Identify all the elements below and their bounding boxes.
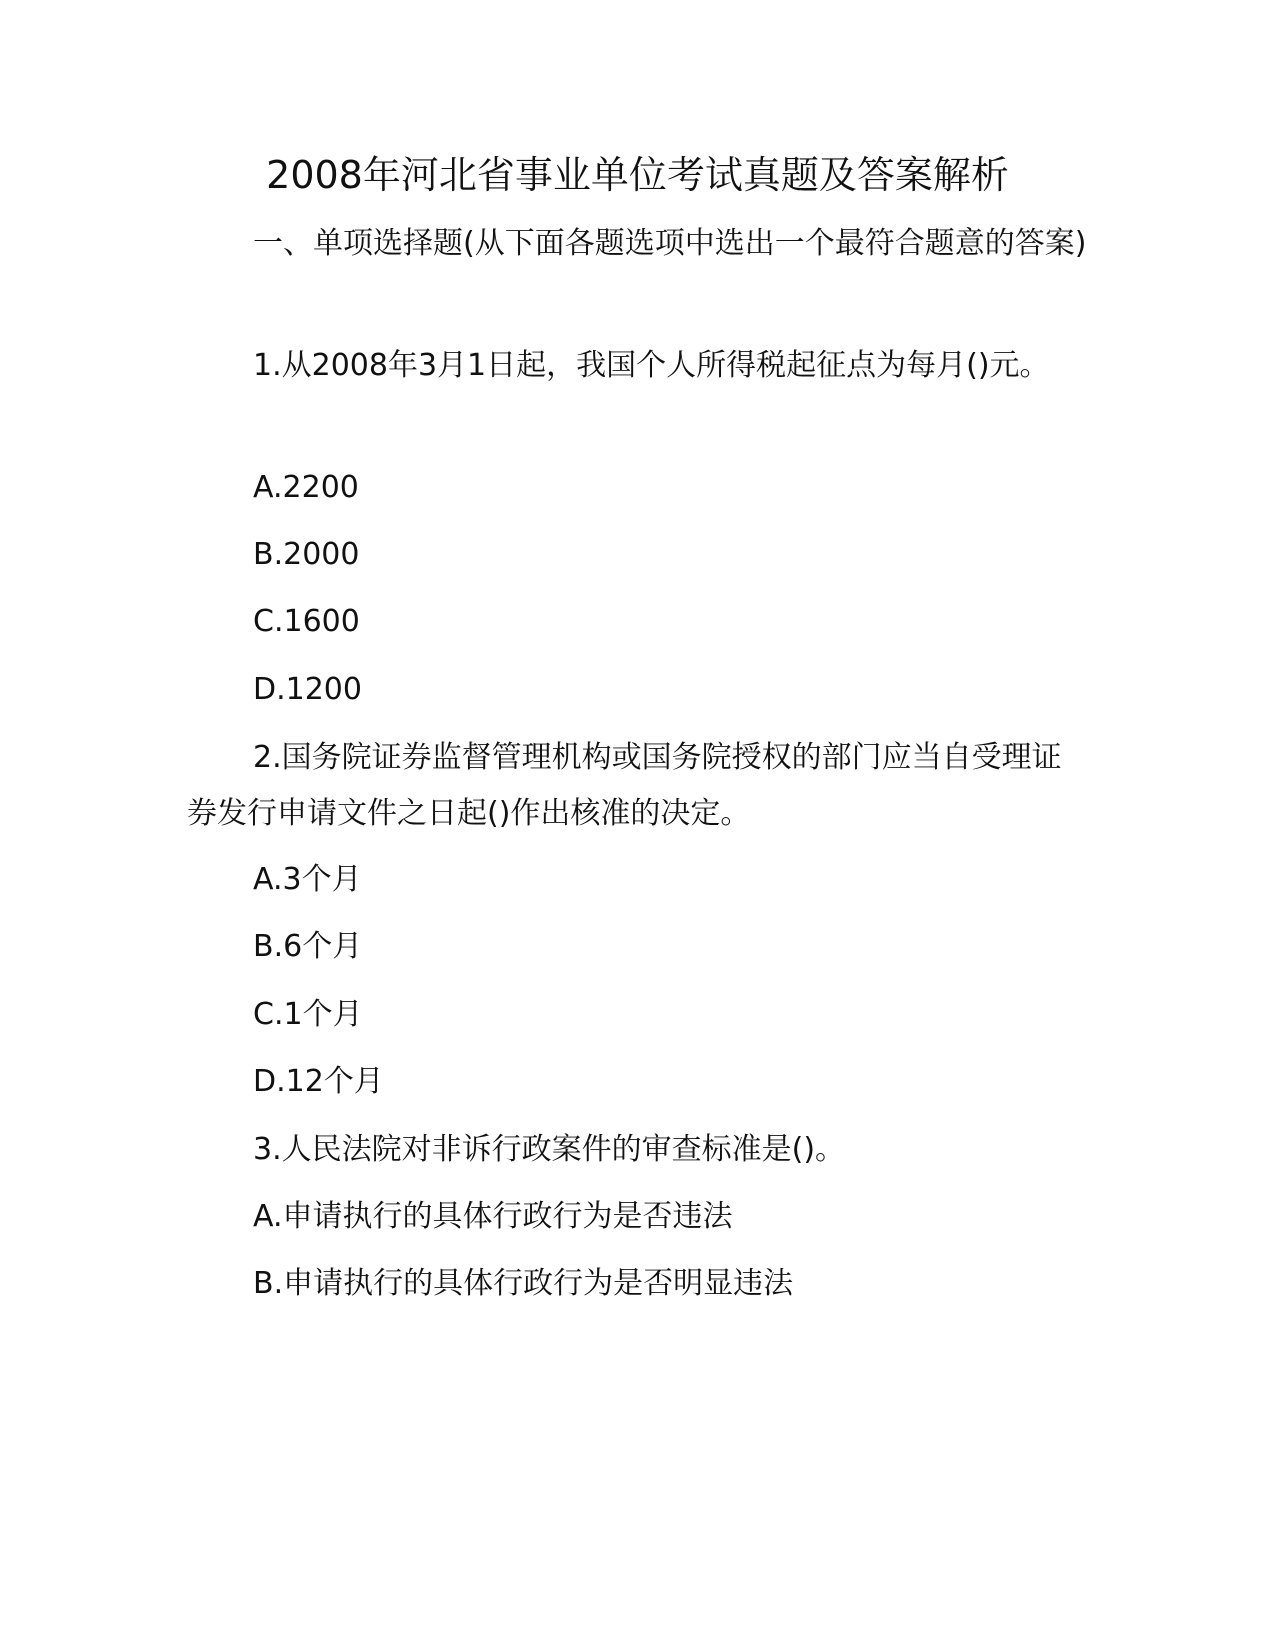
question-2-option-d: D.12个月 xyxy=(253,1064,384,1099)
question-3-option-b: B.申请执行的具体行政行为是否明显违法 xyxy=(253,1266,794,1301)
question-2-option-c: C.1个月 xyxy=(253,997,363,1032)
question-2-option-b: B.6个月 xyxy=(253,929,363,964)
document-title: 2008年河北省事业单位考试真题及答案解析 xyxy=(266,153,1009,197)
question-1-option-b: B.2000 xyxy=(253,537,360,572)
question-1-option-a: A.2200 xyxy=(253,470,359,505)
question-1-stem: 1.从2008年3月1日起，我国个人所得税起征点为每月()元。 xyxy=(253,348,1050,383)
question-1-option-d: D.1200 xyxy=(253,672,362,707)
question-2-option-a: A.3个月 xyxy=(253,862,362,897)
question-3-stem: 3.人民法院对非诉行政案件的审查标准是()。 xyxy=(253,1132,846,1167)
question-1-option-c: C.1600 xyxy=(253,604,360,639)
question-3-option-a: A.申请执行的具体行政行为是否违法 xyxy=(253,1199,733,1234)
question-2-stem: 2.国务院证券监督管理机构或国务院授权的部门应当自受理证券发行申请文件之日起()作出核准的决定。 xyxy=(187,740,1062,831)
section-heading: 一、单项选择题(从下面各题选项中选出一个最符合题意的答案) xyxy=(253,226,1087,261)
